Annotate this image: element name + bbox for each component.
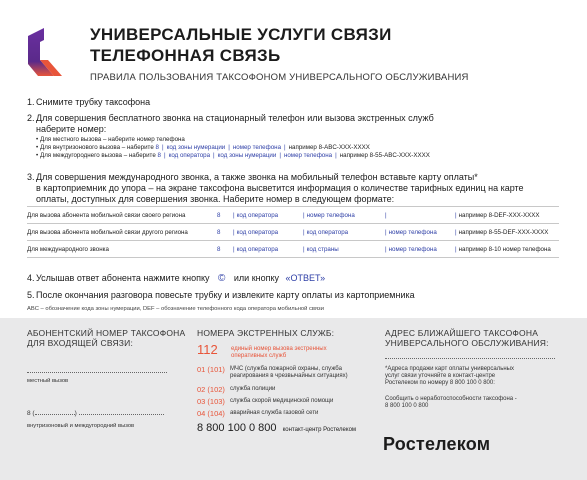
contact-center [197,422,356,434]
incoming-number-heading: АБОНЕНТСКИЙ НОМЕР ТАКСОФОНА ДЛЯ ВХОДЯЩЕЙ СВЯЗИ: [27,328,186,348]
cell-example: | например 8-DEF-XXX-XXXX [453,207,559,224]
step-text: Снимите трубку таксофона [36,97,151,107]
cell-example: | например 8-55-DEF-XXX-XXXX [453,224,559,241]
step-4 [27,273,325,284]
bullet-longdistance: • Для междугороднего вызова – наберите 8 | код оператора | код зоны нумерации | номер телефона | например 8-55-ABC-XXX-XXXX [36,152,430,159]
step-text-cont: оплаты, доступных для совершения звонка. Наберите номер в следующем формате: [36,194,395,204]
step-3 [27,172,524,205]
row-label: Для вызова абонента мобильной связи своего региона [27,207,217,224]
step-1 [27,97,150,108]
cell: код оператора [236,228,279,236]
answer-button-label: «ОТВЕТ» [285,273,326,283]
cell: 8 [217,207,231,224]
title-line-2: ТЕЛЕФОННАЯ СВЯЗЬ [90,46,281,65]
list-item: 02 (102) служба полиции [197,385,276,394]
step-number: 3. [27,172,35,182]
report-note: Сообщить о неработоспособности таксофона - 8 800 100 0 800 [385,396,517,409]
step-text: Для совершения международного звонка, а также звонка на мобильный телефон вставьте карту оплаты* [36,172,478,182]
local-call-label: местный вызов [27,378,69,384]
step-text-cont: в картоприемник до упора – на экране таксофона высветится информация о количестве тарифных единиц на карте [36,183,524,193]
cell: 8 [217,224,231,241]
contact-label: контакт-центр Ростелеком [282,427,357,433]
row-label: Для вызова абонента мобильной связи другого региона [27,224,217,241]
step-text: После окончания разговора повесьте трубку и извлеките карту оплаты из картоприемника [36,290,415,300]
nearest-payphone-heading: АДРЕС БЛИЖАЙШЕГО ТАКСОФОНА УНИВЕРСАЛЬНОГО ОБСЛУЖИВАНИЯ: [385,328,549,348]
dial-format-table [27,206,559,258]
step-number: 4. [27,273,35,283]
emergency-112-desc: единый номер вызова экстренных оперативных служб [231,346,327,359]
table-row: Для международного звонка 8 | код оператора | код страны | номер телефона | например 8-10 номер телефона [27,241,559,258]
step-5 [27,290,415,301]
step-text: или кнопку [233,273,280,283]
row-label: Для международного звонка [27,241,217,258]
emergency-112: 112 [197,342,218,357]
table-row: Для вызова абонента мобильной связи другого региона 8 | код оператора | код оператора | номер телефона | например 8-55-DEF-XXX-XXXX [27,224,559,241]
cell: номер телефона [388,228,437,236]
cell: номер телефона [388,245,437,253]
list-item: 03 (103) служба скорой медицинской помощи [197,397,334,406]
table-row: Для вызова абонента мобильной связи своего региона 8 | код оператора | номер телефона | | например 8-DEF-XXX-XXXX [27,207,559,224]
emergency-heading: НОМЕРА ЭКСТРЕННЫХ СЛУЖБ: [197,328,335,338]
card-sales-note: *Адреса продажи карт оплаты универсальных услуг связи уточняйте в контакт-центре Ростелеком по номеру 8 800 100 0 800: [385,366,514,386]
cell: код оператора [306,228,349,236]
local-number-field [27,372,167,373]
intrazone-call-label: внутризоновый и междугородний вызов [27,423,135,429]
cell: номер телефона [306,211,355,219]
cell: код оператора [236,245,279,253]
rostelecom-logo-icon [24,26,62,78]
answer-symbol-icon: © [218,273,226,284]
cell-example: | например 8-10 номер телефона [453,241,559,258]
brand-wordmark: Ростелеком [383,434,491,454]
list-item: 04 (104) аварийная служба газовой сети [197,409,319,418]
page-subtitle: ПРАВИЛА ПОЛЬЗОВАНИЯ ТАКСОФОНОМ УНИВЕРСАЛЬНОГО ОБСЛУЖИВАНИЯ [90,72,469,83]
bullet-local: • Для местного вызова – наберите номер телефона [36,136,185,143]
footnote: ABC – обозначение кода зоны нумерации, DEF – обозначение телефонного кода оператора мобильной связи [27,306,324,312]
cell: код страны [306,245,339,253]
address-field [385,358,555,359]
cell: код оператора [236,211,279,219]
bullet-intrazone: • Для внутризонового вызова – наберите 8 | код зоны нумерации | номер телефона | например 8-ABC-XXX-XXXX [36,144,370,151]
step-number: 1. [27,97,35,107]
list-item: 01 (101) МЧС (служба пожарной охраны, служба реагирования в чрезвычайных ситуациях) [197,365,348,379]
step-number: 2. [27,113,35,123]
step-text-cont: наберите номер: [36,124,107,134]
step-text: Услышав ответ абонента нажмите кнопку [36,273,210,283]
intrazone-number-field: 8 ( ) [27,410,164,417]
title-line-1: УНИВЕРСАЛЬНЫЕ УСЛУГИ СВЯЗИ [90,25,392,44]
step-text: Для совершения бесплатного звонка на стационарный телефон или вызова экстренных служб [36,113,434,123]
step-2 [27,113,434,160]
step-number: 5. [27,290,35,300]
cell: 8 [217,241,231,258]
contact-number: 8 800 100 0 800 [197,422,277,434]
